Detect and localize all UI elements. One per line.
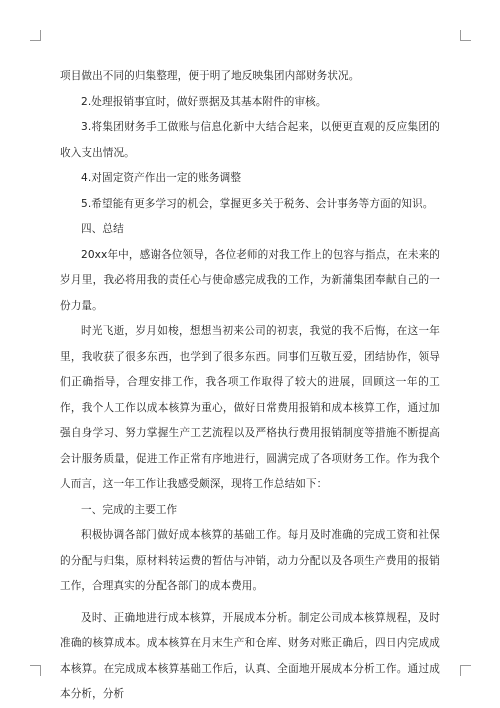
section-heading: 四、总结 — [81, 223, 124, 235]
list-item: 4.对固定资产作出一定的账务调整 — [81, 172, 242, 184]
crop-mark-bottom-left — [30, 665, 41, 676]
section-heading: 一、完成的主要工作 — [81, 503, 178, 516]
paragraph: 及时、正确地进行成本核算，开展成本分析。制定公司成本核算规程，及时准确的核算成本。成本核算在月末生产和仓库、财务对账正确后，四日内完成成本核算。在完成成本核算基础工作后，认真、全面地开展成本分析工作。通过成本分析，分析 — [60, 611, 440, 700]
list-item: 2.处理报销事宜时，做好票据及其基本附件的审核。 — [81, 95, 327, 108]
crop-mark-top-left — [30, 30, 41, 41]
crop-mark-bottom-right — [460, 665, 471, 676]
paragraph: 时光飞逝，岁月如梭，想想当初来公司的初衷，我觉的我不后悔，在这一年里，我收获了很多东西，也学到了很多东西。同事们互敬互爱，团结协作，领导们正确指导，合理安排工作，我各项工作取得了较大的进展，回顾这一年的工作，我个人工作以成本核算为重心，做好日常费用报销和成本核算工作，通过加强自身学习、努力掌握生产工艺流程以及严格执行费用报销制度等措施不断提高会计服务质量，促进工作正常有序地进行，圆满完成了各项财务工作。作为我个人而言，这一年工作让我感受颇深，现将工作总结如下： — [60, 325, 440, 490]
crop-mark-top-right — [460, 30, 471, 41]
paragraph: 20xx年中，感谢各位领导，各位老师的对我工作上的包容与指点，在未来的岁月里，我必将用我的责任心与使命感完成我的工作，为新蒲集团奉献自己的一份力量。 — [60, 248, 440, 312]
paragraph: 项目做出不同的归集整理，便于明了地反映集团内部财务状况。 — [60, 70, 360, 82]
paragraph: 积极协调各部门做好成本核算的基础工作。每月及时准确的完成工资和社保的分配与归集，原材料转运费的暂估与冲销，动力分配以及各项生产费用的报销工作，合理真实的分配各部门的成本费用。 — [60, 529, 440, 592]
list-item: 5.希望能有更多学习的机会，掌握更多关于税务、会计事务等方面的知识。 — [81, 197, 434, 210]
list-item: 3.将集团财务手工做账与信息化新中大结合起来，以便更直观的反应集团的收入支出情况。 — [60, 121, 440, 159]
document-body — [60, 64, 440, 708]
